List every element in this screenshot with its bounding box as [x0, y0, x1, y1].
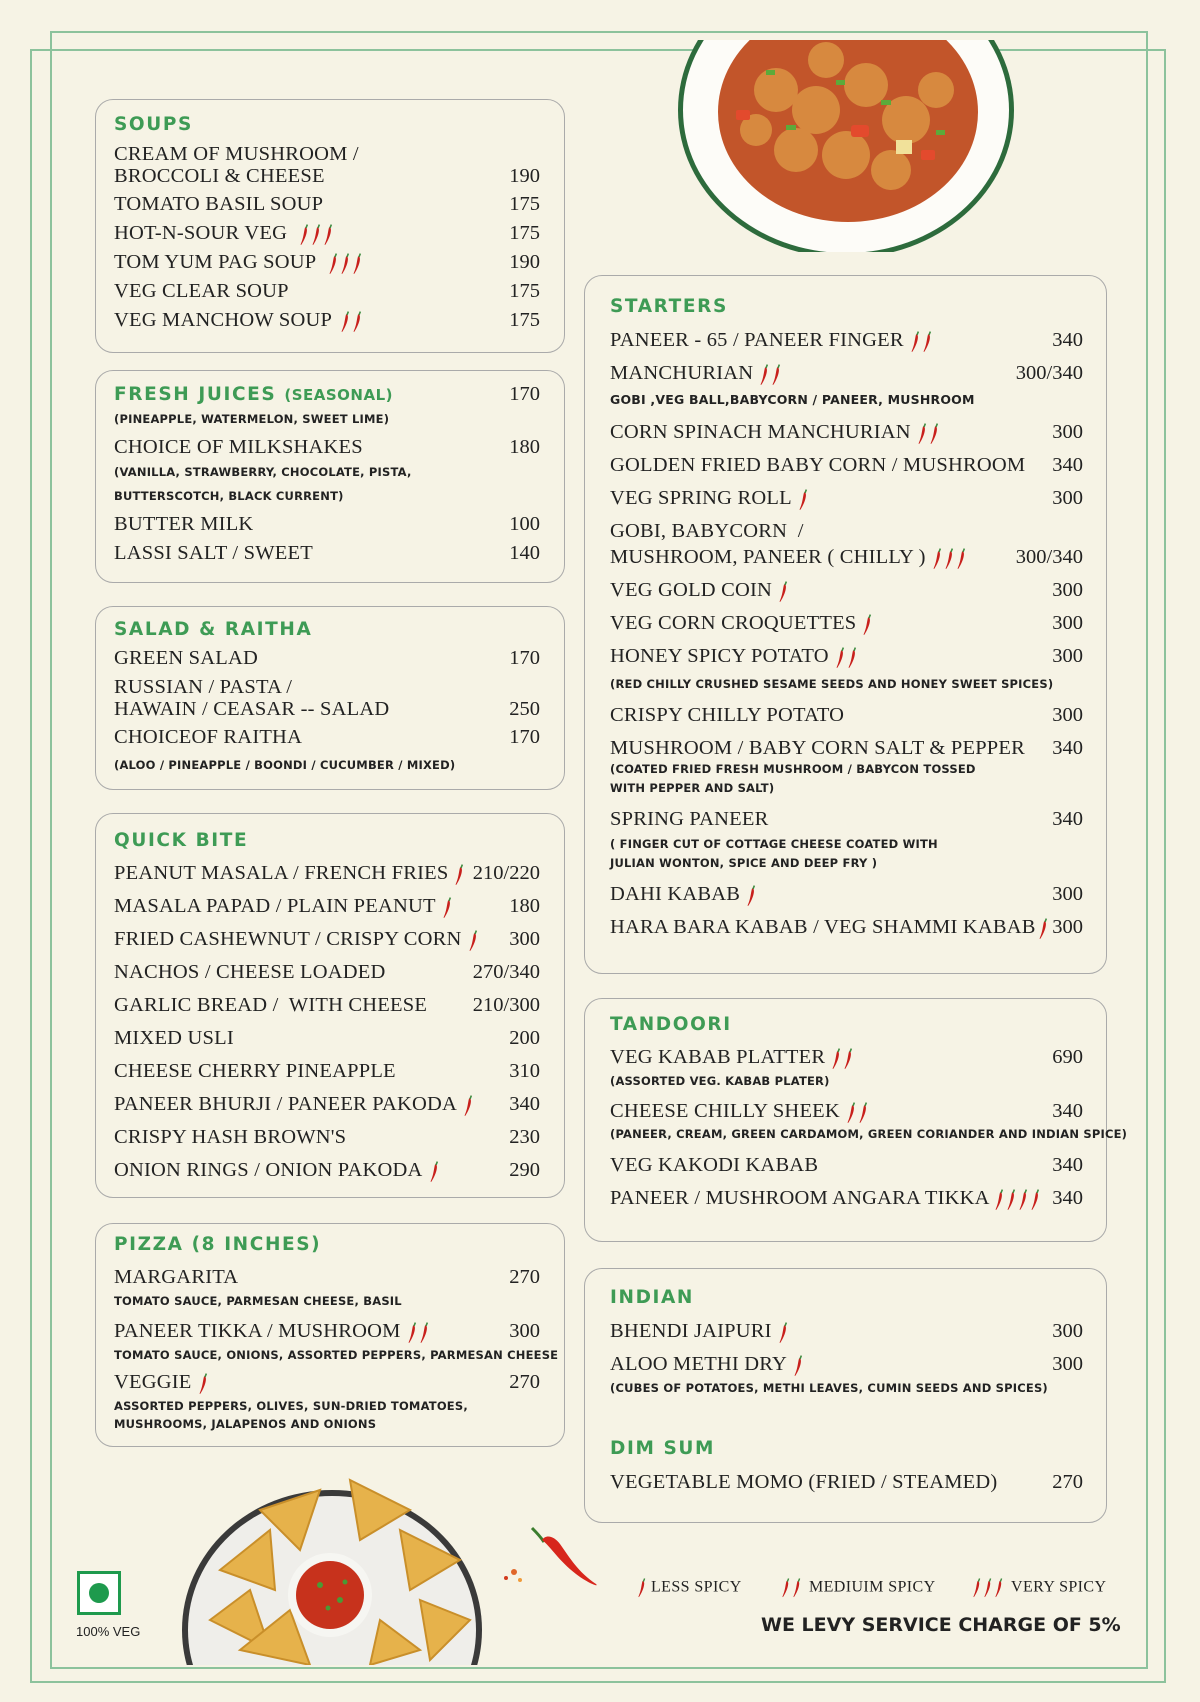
menu-item: MIXED USLI — [114, 1027, 234, 1049]
menu-price: 300 — [1052, 612, 1083, 634]
menu-item-name: TOM YUM PAG SOUP — [114, 251, 317, 273]
menu-item: RUSSIAN / PASTA / — [114, 676, 293, 698]
menu-item: CHEESE CHERRY PINEAPPLE — [114, 1060, 396, 1082]
menu-price: 300 — [1052, 1320, 1083, 1342]
menu-price: 300 — [1052, 579, 1083, 601]
menu-item — [610, 916, 1050, 940]
menu-item — [610, 362, 783, 386]
legend-medium-label: MEDIUIM SPICY — [809, 1578, 936, 1596]
menu-item — [610, 1353, 805, 1377]
menu-item: VEG KAKODI KABAB — [610, 1154, 819, 1176]
item-description: (CUBES OF POTATOES, METHI LEAVES, CUMIN SEEDS AND SPICES) — [610, 1381, 1048, 1395]
chili-icon — [778, 580, 790, 603]
menu-item — [114, 1093, 475, 1117]
menu-item: BROCCOLI & CHEESE — [114, 165, 325, 187]
menu-price: 340 — [1052, 1187, 1083, 1209]
menu-item: TOMATO BASIL SOUP — [114, 193, 324, 215]
item-description: ( FINGER CUT OF COTTAGE CHEESE COATED WITH — [610, 837, 938, 851]
menu-price: 210/300 — [472, 994, 540, 1016]
menu-item — [610, 487, 810, 511]
legend-medium-spicy — [781, 1578, 936, 1598]
menu-item: GOLDEN FRIED BABY CORN / MUSHROOM — [610, 454, 1026, 476]
menu-item-name: ONION RINGS / ONION PAKODA — [114, 1159, 423, 1181]
chili-icon — [198, 1372, 210, 1395]
menu-item: NACHOS / CHEESE LOADED — [114, 961, 386, 983]
menu-item-name: PANEER BHURJI / PANEER PAKODA — [114, 1093, 457, 1115]
menu-item: SPRING PANEER — [610, 808, 769, 830]
tandoori-title: TANDOORI — [610, 1014, 732, 1035]
menu-item-name: PEANUT MASALA / FRENCH FRIES — [114, 862, 449, 884]
veg-mark-icon — [77, 1571, 121, 1615]
menu-item-name: VEG CORN CROQUETTES — [610, 612, 857, 634]
menu-item: CHOICEOF RAITHA — [114, 726, 303, 748]
soups-title: SOUPS — [114, 114, 193, 135]
menu-price: 200 — [509, 1027, 540, 1049]
indian-title: INDIAN — [610, 1287, 695, 1308]
chili-icon — [746, 884, 758, 907]
menu-price: 270 — [509, 1266, 540, 1288]
chili-icon — [798, 488, 810, 511]
chili-icon — [463, 1094, 475, 1117]
menu-price: 100 — [509, 513, 540, 535]
menu-item — [114, 222, 335, 246]
menu-item-name: VEG KABAB PLATTER — [610, 1046, 826, 1068]
menu-item-name: PANEER TIKKA / MUSHROOM — [114, 1320, 401, 1342]
menu-price: 340 — [1052, 454, 1083, 476]
item-description: (PINEAPPLE, WATERMELON, SWEET LIME) — [114, 412, 390, 426]
menu-price: 175 — [509, 222, 540, 244]
menu-item: LASSI SALT / SWEET — [114, 542, 313, 564]
menu-price: 300 — [1052, 421, 1083, 443]
menu-item — [114, 1159, 441, 1183]
menu-price: 210/220 — [472, 862, 540, 884]
menu-price: 300 — [1052, 487, 1083, 509]
menu-item: HAWAIN / CEASAR -- SALAD — [114, 698, 390, 720]
menu-price: 175 — [509, 280, 540, 302]
chili-icon — [340, 310, 364, 333]
decorative-chili-image — [500, 1522, 605, 1592]
item-description: TOMATO SAUCE, ONIONS, ASSORTED PEPPERS, PARMESAN CHEESE — [114, 1348, 559, 1362]
item-description: (PANEER, CREAM, GREEN CARDAMOM, GREEN CORIANDER AND INDIAN SPICE) — [610, 1127, 1128, 1141]
menu-price: 300 — [1052, 1353, 1083, 1375]
veg-label: 100% VEG — [76, 1624, 141, 1639]
dim-sum-title: DIM SUM — [610, 1438, 716, 1459]
menu-price: 300/340 — [1015, 546, 1083, 568]
chili-icon — [637, 1578, 649, 1598]
item-description: MUSHROOMS, JALAPENOS AND ONIONS — [114, 1417, 377, 1431]
menu-price: 340 — [1052, 329, 1083, 351]
menu-item-name: PANEER / MUSHROOM ANGARA TIKKA — [610, 1187, 990, 1209]
legend-very-label: VERY SPICY — [1011, 1578, 1107, 1596]
menu-item — [610, 421, 941, 445]
menu-item-name: HONEY SPICY POTATO — [610, 645, 829, 667]
menu-price: 300/340 — [1015, 362, 1083, 384]
juices-title — [114, 384, 393, 405]
chili-icon — [407, 1321, 431, 1344]
chili-icon — [835, 646, 859, 669]
salad-title: SALAD & RAITHA — [114, 619, 313, 640]
pizza-title: PIZZA (8 INCHES) — [114, 1234, 322, 1255]
chili-icon — [468, 929, 480, 952]
item-description: (COATED FRIED FRESH MUSHROOM / BABYCON TOSSED — [610, 762, 976, 776]
menu-price: 270/340 — [472, 961, 540, 983]
menu-item-name: MASALA PAPAD / PLAIN PEANUT — [114, 895, 436, 917]
menu-item-name: VEG MANCHOW SOUP — [114, 309, 333, 331]
chili-icon — [781, 1578, 805, 1598]
starters-title: STARTERS — [610, 296, 728, 317]
menu-item-name: BHENDI JAIPURI — [610, 1320, 772, 1342]
item-description: ASSORTED PEPPERS, OLIVES, SUN-DRIED TOMATOES, — [114, 1399, 468, 1413]
chili-icon — [429, 1160, 441, 1183]
menu-item — [610, 1046, 855, 1070]
menu-item — [114, 928, 480, 952]
chili-icon — [972, 1578, 1007, 1598]
chili-icon — [328, 252, 364, 275]
menu-item — [610, 1320, 790, 1344]
item-description: BUTTERSCOTCH, BLACK CURRENT) — [114, 489, 344, 503]
menu-price: 290 — [509, 1159, 540, 1181]
menu-item-name: VEG GOLD COIN — [610, 579, 773, 601]
menu-item: GREEN SALAD — [114, 647, 258, 669]
menu-price: 230 — [509, 1126, 540, 1148]
chili-icon — [910, 330, 934, 353]
menu-price: 140 — [509, 542, 540, 564]
item-description: (RED CHILLY CRUSHED SESAME SEEDS AND HONEY SWEET SPICES) — [610, 677, 1054, 691]
quick-bite-title: QUICK BITE — [114, 830, 249, 851]
menu-item-name: HOT-N-SOUR VEG — [114, 222, 288, 244]
menu-price: 690 — [1052, 1046, 1083, 1068]
menu-item — [610, 883, 758, 907]
menu-price: 300 — [509, 1320, 540, 1342]
item-description: WITH PEPPER AND SALT) — [610, 781, 775, 795]
menu-item-name: CHEESE CHILLY SHEEK — [610, 1100, 840, 1122]
menu-item — [114, 895, 454, 919]
menu-price: 180 — [509, 895, 540, 917]
menu-item-name: DAHI KABAB — [610, 883, 741, 905]
menu-item-name: ALOO METHI DRY — [610, 1353, 788, 1375]
menu-price: 250 — [509, 698, 540, 720]
menu-price: 170 — [509, 647, 540, 669]
item-description: (VANILLA, STRAWBERRY, CHOCOLATE, PISTA, — [114, 465, 412, 479]
chili-icon — [454, 863, 466, 886]
menu-price: 270 — [509, 1371, 540, 1393]
menu-item-name: PANEER - 65 / PANEER FINGER — [610, 329, 904, 351]
menu-price: 310 — [509, 1060, 540, 1082]
menu-item — [610, 329, 934, 353]
menu-price: 340 — [1052, 1100, 1083, 1122]
chili-icon — [831, 1047, 855, 1070]
menu-item: GOBI, BABYCORN / — [610, 520, 804, 542]
menu-item — [114, 1371, 210, 1395]
menu-price: 300 — [1052, 883, 1083, 905]
item-description: (ASSORTED VEG. KABAB PLATER) — [610, 1074, 830, 1088]
menu-item: CHOICE OF MILKSHAKES — [114, 436, 363, 458]
menu-price: 340 — [1052, 808, 1083, 830]
chili-icon — [442, 896, 454, 919]
menu-price: 340 — [1052, 737, 1083, 759]
menu-price: 190 — [509, 165, 540, 187]
nachos-plate-image — [180, 1470, 490, 1665]
menu-item — [114, 1320, 431, 1344]
menu-item-name: VEG SPRING ROLL — [610, 487, 792, 509]
menu-item — [114, 251, 364, 275]
juices-tag: (SEASONAL) — [284, 386, 393, 404]
menu-item: MUSHROOM / BABY CORN SALT & PEPPER — [610, 737, 1026, 759]
menu-item — [610, 1187, 1042, 1211]
menu-item-name: MUSHROOM, PANEER ( CHILLY ) — [610, 546, 926, 568]
menu-price: 300 — [509, 928, 540, 950]
menu-item — [114, 309, 364, 333]
menu-item — [610, 579, 790, 603]
menu-item-name: MANCHURIAN — [610, 362, 754, 384]
chili-icon — [932, 547, 968, 570]
menu-price: 170 — [509, 726, 540, 748]
menu-item: VEGETABLE MOMO (FRIED / STEAMED) — [610, 1471, 998, 1493]
menu-price: 300 — [1052, 645, 1083, 667]
chili-icon — [862, 613, 874, 636]
legend-less-spicy — [637, 1578, 742, 1598]
menu-item: CRISPY HASH BROWN'S — [114, 1126, 347, 1148]
menu-item-name: VEGGIE — [114, 1371, 192, 1393]
menu-price: 270 — [1052, 1471, 1083, 1493]
item-description: JULIAN WONTON, SPICE AND DEEP FRY ) — [610, 856, 878, 870]
legend-less-label: LESS SPICY — [651, 1578, 742, 1596]
menu-item: CREAM OF MUSHROOM / — [114, 143, 359, 165]
item-description: TOMATO SAUCE, PARMESAN CHEESE, BASIL — [114, 1294, 402, 1308]
menu-price: 180 — [509, 436, 540, 458]
menu-price: 170 — [509, 383, 540, 405]
menu-item: BUTTER MILK — [114, 513, 254, 535]
menu-item: CRISPY CHILLY POTATO — [610, 704, 845, 726]
item-description: GOBI ,VEG BALL,BABYCORN / PANEER, MUSHROOM — [610, 392, 975, 407]
menu-item — [610, 1100, 870, 1124]
menu-item — [610, 612, 874, 636]
chili-icon — [778, 1321, 790, 1344]
chili-icon — [846, 1101, 870, 1124]
menu-item — [610, 546, 968, 570]
menu-item: MARGARITA — [114, 1266, 239, 1288]
chili-icon — [917, 422, 941, 445]
item-description: (ALOO / PINEAPPLE / BOONDI / CUCUMBER / MIXED) — [114, 758, 456, 772]
chili-icon — [793, 1354, 805, 1377]
menu-price: 300 — [1052, 916, 1083, 938]
menu-price: 340 — [509, 1093, 540, 1115]
menu-item-name: HARA BARA KABAB / VEG SHAMMI KABAB — [610, 916, 1036, 938]
menu-price: 340 — [1052, 1154, 1083, 1176]
manchurian-plate-image — [676, 40, 1018, 252]
menu-item: VEG CLEAR SOUP — [114, 280, 289, 302]
menu-item-name: FRIED CASHEWNUT / CRISPY CORN — [114, 928, 462, 950]
juices-title-text: FRESH JUICES — [114, 384, 277, 405]
menu-item: GARLIC BREAD / WITH CHEESE — [114, 994, 428, 1016]
menu-price: 190 — [509, 251, 540, 273]
chili-icon — [299, 223, 335, 246]
menu-item — [114, 862, 466, 886]
menu-price: 175 — [509, 193, 540, 215]
service-charge-note: WE LEVY SERVICE CHARGE OF 5% — [761, 1614, 1121, 1636]
menu-item — [610, 645, 859, 669]
legend-very-spicy — [972, 1578, 1106, 1598]
chili-icon — [1038, 917, 1050, 940]
menu-price: 175 — [509, 309, 540, 331]
chili-icon — [994, 1188, 1042, 1211]
menu-price: 300 — [1052, 704, 1083, 726]
chili-icon — [759, 363, 783, 386]
menu-item-name: CORN SPINACH MANCHURIAN — [610, 421, 911, 443]
